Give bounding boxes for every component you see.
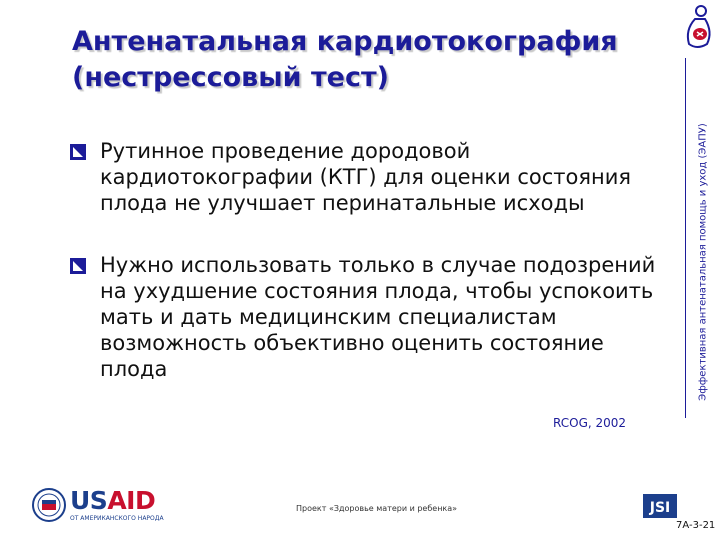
usaid-seal-icon [32,488,66,522]
page-title [72,24,662,96]
side-caption: Эффективная антенатальная помощь и уход (ЭАПУ) [697,123,709,401]
bullet-marker-icon [70,144,86,160]
bullet-marker-icon [70,258,86,274]
title-line-2: (нестрессовый тест) [72,62,389,93]
usaid-logo [32,488,164,522]
bullet-text: Нужно использовать только в случае подозрений на ухудшение состояния плода, чтобы успокоить мать и дать медицинским специалистам возможность объективно оценить состояние плода [100,253,656,381]
bullet-list [70,138,670,382]
jsi-logo [643,494,677,518]
usaid-wordmark: USAID [70,486,156,515]
mother-baby-icon [681,4,715,52]
project-footer: Проект «Здоровье матери и ребенка» [296,504,458,513]
citation: RCOG, 2002 [553,416,627,430]
slide-number: 7A-3-21 [676,520,716,531]
bullet-text: Рутинное проведение дородовой кардиотокографии (КТГ) для оценки состояния плода не улучшает перинатальные исходы [100,139,631,215]
usaid-tagline: ОТ АМЕРИКАНСКОГО НАРОДА [70,515,164,522]
title-line-1: Антенатальная кардиотокография [72,26,618,57]
svg-text:JSI: JSI [649,500,671,516]
side-divider [685,58,686,418]
bullet-item [70,252,670,382]
bullet-item [70,138,670,216]
